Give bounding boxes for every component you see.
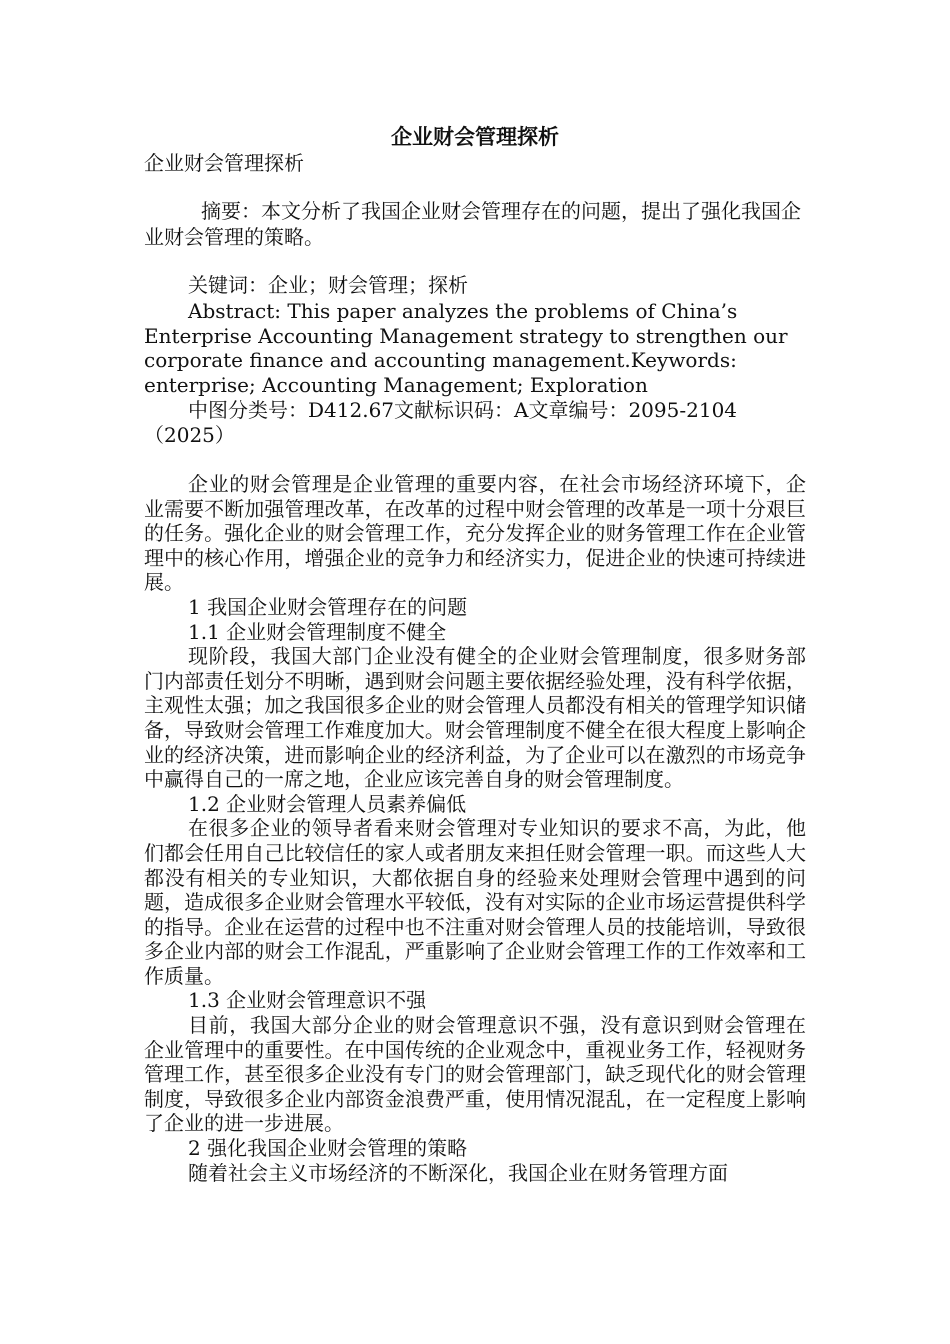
abstract-en: Abstract: This paper analyzes the problems of China’s Enterprise Accounting Management strategy to strengthen our corporate finance and accounting management.Keywords: enterprise; Accounting Management; Exploration bbox=[144, 299, 788, 398]
section-heading: 1 我国企业财会管理存在的问题 bbox=[188, 594, 468, 619]
subsection-heading: 1.2 企业财会管理人员素养偏低 bbox=[188, 791, 467, 816]
body-paragraph: 随着社会主义市场经济的不断深化，我国企业在财务管理方面 bbox=[188, 1160, 728, 1185]
section-heading: 2 强化我国企业财会管理的策略 bbox=[188, 1136, 468, 1161]
body-paragraph: 企业的财会管理是企业管理的重要内容，在社会市场经济环境下，企业需要不断加强管理改革，在改革的过程中财会管理的改革是一项十分艰巨的任务。强化企业的财会管理工作，充分发挥企业的财务管理工作在企业管理中的核心作用，增强企业的竞争力和经济实力，促进企业的快速可持续进展。 bbox=[144, 472, 806, 595]
subsection-heading: 1.3 企业财会管理意识不强 bbox=[188, 988, 427, 1013]
body-paragraph: 在很多企业的领导者看来财会管理对专业知识的要求不高，为此，他们都会任用自己比较信任的家人或者朋友来担任财会管理一职。而这些人大都没有相关的专业知识，大都依据自身的经验来处理财会管理中遇到的问题，造成很多企业财会管理水平较低，没有对实际的企业市场运营提供科学的指导。企业在运营的过程中也不注重对财会管理人员的技能培训，导致很多企业内部的财会工作混乱，严重影响了企业财会管理工作的工作效率和工作质量。 bbox=[144, 816, 806, 988]
abstract-cn: 摘要：本文分析了我国企业财会管理存在的问题，提出了强化我国企业财会管理的策略。 bbox=[144, 199, 801, 249]
body-paragraph: 现阶段，我国大部门企业没有健全的企业财会管理制度，很多财务部门内部责任划分不明晰，遇到财会问题主要依据经验处理，没有科学依据，主观性太强；加之我国很多企业的财会管理人员都没有相关的管理学知识储备，导致财会管理工作难度加大。财会管理制度不健全在很大程度上影响企业的经济决策，进而影响企业的经济利益，为了企业可以在激烈的市场竞争中赢得自己的一席之地，企业应该完善自身的财会管理制度。 bbox=[144, 644, 806, 792]
body-text bbox=[144, 472, 806, 1185]
subsection-heading: 1.1 企业财会管理制度不健全 bbox=[188, 619, 447, 644]
document-title: 企业财会管理探析 bbox=[391, 124, 559, 149]
document-subtitle: 企业财会管理探析 bbox=[144, 151, 304, 175]
keywords-cn: 关键词：企业；财会管理；探析 bbox=[188, 273, 468, 297]
body-paragraph: 目前，我国大部分企业的财会管理意识不强，没有意识到财会管理在企业管理中的重要性。在中国传统的企业观念中，重视业务工作，轻视财务管理工作，甚至很多企业没有专门的财会管理部门，缺乏现代化的财会管理制度，导致很多企业内部资金浪费严重，使用情况混乱，在一定程度上影响了企业的进一步进展。 bbox=[144, 1013, 806, 1136]
classification-line: 中图分类号：D412.67文献标识码：A文章编号：2095-2104（2025） bbox=[144, 398, 738, 447]
